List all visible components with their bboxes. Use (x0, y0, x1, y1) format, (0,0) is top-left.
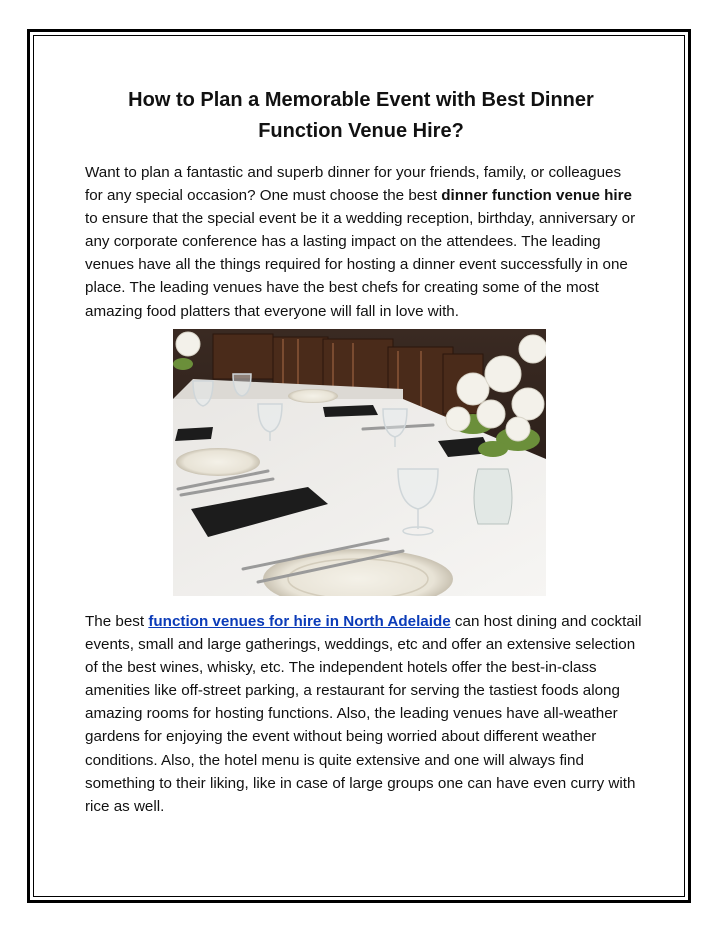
intro-bold-phrase: dinner function venue hire (441, 187, 632, 205)
body-section (85, 610, 645, 818)
dinner-table-photo (173, 329, 546, 596)
intro-text-end: to ensure that the special event be it a wedding reception, birthday, anniversary or any corporate conference has a lasting impact on the attendees. The leading venues have all the things required for hosting a dinner event successfully in one place. The leading venues have the best chefs for creating some of the most amazing food platters that everyone will fall in love with. (85, 210, 636, 320)
intro-text-start: Want to plan a fantastic and superb dinner for your friends, family, or colleagues for any special occasion? One must choose the best (85, 164, 622, 205)
article-title: How to Plan a Memorable Event with Best Dinner Function Venue Hire? (128, 89, 594, 142)
function-venues-link[interactable]: function venues for hire in North Adelaide (148, 613, 451, 630)
body-text-start: The best (85, 613, 149, 630)
body-paragraph (85, 610, 645, 818)
intro-paragraph (85, 161, 637, 323)
body-text-end: can host dining and cocktail events, small and large gatherings, weddings, etc and offer an extensive selection of the best wines, whisky, etc. The independent hotels offer the best-in-class amenities like off-street parking, a restaurant for serving the tastiest foods along amazing rooms for hosting functions. Also, the leading venues have all-weather gardens for enjoying the event without being worried about different weather conditions. Also, the hotel menu is quite extensive and one will always find something to their liking, like in case of large groups one can have even curry with rice as well. (85, 613, 642, 815)
article (85, 85, 637, 323)
